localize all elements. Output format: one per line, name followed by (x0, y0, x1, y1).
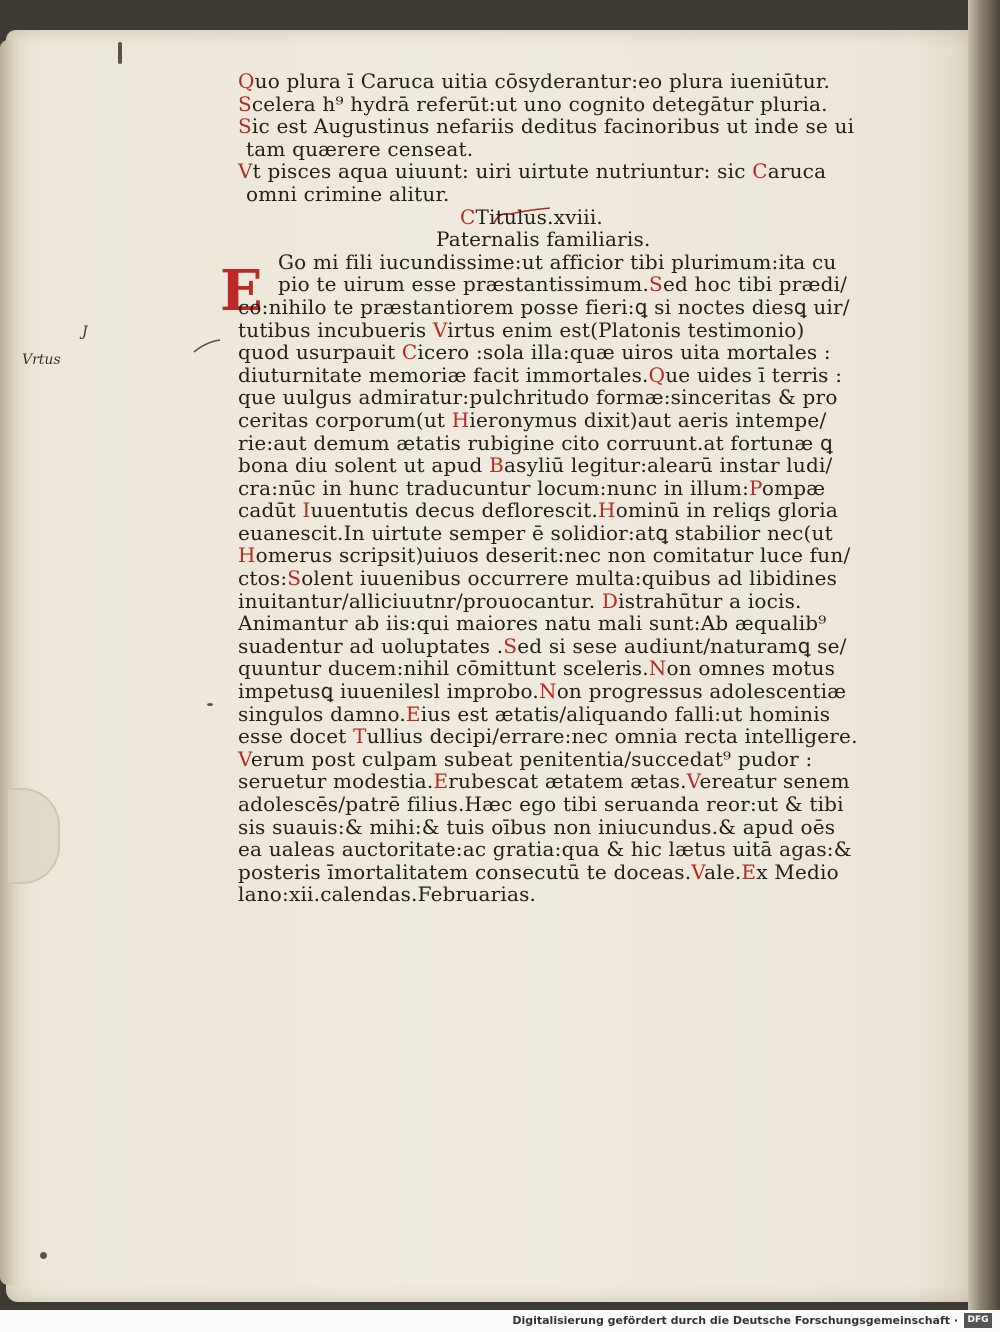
text-line (238, 612, 878, 635)
rubricated-letter: C (752, 159, 768, 184)
text-span: ale. (704, 859, 742, 884)
text-span: que uulgus admiratur:pulchritudo formæ:sinceritas & pro (238, 385, 838, 410)
title-mark: C (460, 204, 476, 229)
text-span: ed si sese audiunt/naturamꝗ se/ (517, 633, 847, 658)
rubricated-letter: E (405, 701, 421, 726)
rubricated-letter: V (238, 746, 251, 771)
lines-before-title (238, 70, 878, 206)
text-span: on progressus adolescentiæ (556, 679, 847, 704)
rubricated-letter: V (432, 317, 448, 342)
rubricated-letter: E (741, 859, 757, 884)
text-span: pio te uirum esse præstantissimum. (278, 272, 650, 297)
text-line (238, 770, 878, 793)
rubricated-letter: H (238, 543, 256, 568)
margin-note: J (82, 324, 88, 340)
text-span: ius est ætatis/aliquando falli:ut hominis (420, 701, 831, 726)
text-span: icero :sola illa:quæ uiros uita mortales : (417, 340, 831, 365)
text-span: aruca (767, 159, 827, 184)
text-line (238, 296, 878, 319)
text-span: ea ualeas auctoritate:ac gratia:qua & hic lætus uitā agas:& (238, 837, 852, 862)
stain-dot (207, 703, 213, 706)
text-span: sis suauis:& mihi:& tuis oībus non iniucundus.& apud oēs (238, 814, 836, 839)
text-span: ominū in reliqs gloria (615, 498, 838, 523)
text-span: ullius decipi/errare:nec omnia recta intelligere. (366, 724, 858, 749)
rubricated-letter: V (686, 769, 700, 794)
text-line (238, 499, 878, 522)
text-span: erum post culpam subeat penitentia/succedat⁹ pudor : (250, 746, 813, 771)
red-initial-letter: E (220, 258, 263, 324)
stain-dot (118, 42, 122, 64)
binding-edge-right (968, 0, 1000, 1310)
page-edge-left (0, 40, 22, 1285)
text-line (238, 793, 878, 816)
text-line (238, 883, 878, 906)
text-line (238, 477, 878, 500)
text-span: ed hoc tibi prædi/ (662, 272, 848, 297)
rubricated-letter: N (648, 656, 667, 681)
text-span: euanescit.In uirtute semper ē solidior:atꝗ stabilior nec(ut (238, 520, 833, 545)
text-span: posteris īmortalitatem consecutū te doceas. (238, 859, 692, 884)
text-span: ieronymus dixit)aut aeris intempe/ (469, 407, 827, 432)
text-line (238, 522, 878, 545)
text-line (238, 657, 878, 680)
text-line (238, 635, 878, 658)
text-span: rubescat ætatem ætas. (448, 769, 687, 794)
text-span: tutibus incubueris (238, 317, 433, 342)
text-line (238, 364, 878, 387)
text-line (238, 838, 878, 861)
text-span: bona diu solent ut apud (238, 453, 490, 478)
text-span: tam quærere censeat. (246, 136, 474, 161)
body-text (238, 251, 878, 906)
margin-stroke-mark (192, 336, 222, 356)
text-span: uo plura ī Caruca uitia cōsyderantur:eo plura iueniūtur. (254, 69, 830, 93)
rubricated-letter: N (538, 679, 557, 704)
text-span: ompæ (761, 475, 826, 500)
chapter-subtitle: Paternalis familiaris. (436, 227, 651, 252)
text-span: diuturnitate memoriæ facit immortales. (238, 362, 649, 387)
rubricated-letter: T (353, 724, 367, 749)
text-line (238, 386, 878, 409)
text-span: seruetur modestia. (238, 769, 434, 794)
text-span: t pisces aqua uiuunt: uiri uirtute nutriuntur: sic (252, 159, 753, 184)
text-line (238, 251, 878, 274)
text-line (238, 861, 878, 884)
text-span: omni crimine alitur. (246, 181, 450, 206)
text-span: Go mi fili iucundissime:ut afficior tibi plurimum:ita cu (278, 249, 837, 274)
text-span: esse docet (238, 724, 354, 749)
rubricated-letter: S (287, 566, 302, 591)
text-line (238, 748, 878, 771)
text-span: omerus scripsit)uiuos deserit:nec non comitatur luce fun/ (255, 543, 851, 568)
text-line (238, 590, 878, 613)
text-span: suadentur ad uoluptates . (238, 633, 504, 658)
text-line (238, 703, 878, 726)
rubricated-letter: S (649, 272, 663, 297)
text-span: Animantur ab iis:qui maiores natu mali sunt:Ab æqualib⁹ (238, 611, 827, 636)
text-span: olent iuuenibus occurrere multa:quibus ad libidines (301, 566, 838, 591)
rubricated-letter: B (489, 453, 505, 478)
text-line (238, 115, 878, 138)
stain-dot (40, 1252, 47, 1259)
text-line (238, 816, 878, 839)
text-span: on omnes motus (666, 656, 836, 681)
text-span: ctos: (238, 566, 288, 591)
text-line (238, 680, 878, 703)
text-span: uuentutis decus deflorescit. (310, 498, 599, 523)
rubricated-letter: D (601, 588, 619, 613)
text-span: cra:nūc in hunc traducuntur locum:nunc in illum: (238, 475, 750, 500)
text-line (238, 725, 878, 748)
text-span: rie:aut demum ætatis rubigine cito corruunt.at fortunæ ꝗ (238, 430, 833, 455)
text-line (238, 70, 878, 93)
text-line (238, 567, 878, 590)
rubricated-letter: S (238, 114, 252, 139)
text-line (238, 273, 878, 296)
text-span: lano:xii.calendas.Februarias. (238, 882, 537, 907)
dfg-logo: DFG (964, 1313, 992, 1328)
rubricated-letter: H (451, 407, 470, 432)
text-line (238, 160, 878, 183)
text-line (238, 454, 878, 477)
rubricated-letter: Q (238, 69, 255, 93)
text-span: adolescēs/patrē filius.Hæc ego tibi seruanda reor:ut & tibi (238, 792, 844, 816)
text-span: istrahūtur a iocis. (618, 588, 802, 613)
rubricated-letter: C (401, 340, 418, 365)
rubricated-letter: P (749, 475, 762, 500)
footer-credit: Digitalisierung gefördert durch die Deutsche Forschungsgemeinschaft · (512, 1314, 958, 1327)
text-line (238, 409, 878, 432)
text-span: ereatur senem (699, 769, 850, 794)
text-line (238, 183, 878, 206)
text-block (238, 70, 878, 906)
text-span: impetusꝗ iuuenilesl improbo. (238, 679, 539, 704)
text-span: quuntur ducem:nihil cōmittunt sceleris. (238, 656, 649, 681)
text-line (238, 432, 878, 455)
text-span: co:nihilo te præstantiorem posse fieri:ꝗ si noctes diesꝗ uir/ (238, 294, 850, 319)
text-span: ic est Augustinus nefariis deditus facinoribus ut inde se ui (251, 114, 855, 139)
footer-bar (0, 1310, 1000, 1332)
text-span: singulos damno. (238, 701, 406, 726)
text-line (238, 341, 878, 364)
text-line (238, 319, 878, 342)
text-span: inuitantur/alliciuutnr/prouocantur. (238, 588, 602, 613)
rubricated-letter: I (302, 498, 311, 523)
rubricated-letter: S (503, 633, 518, 658)
chapter-title-text: Titulus.xviii. (475, 204, 603, 229)
rubricated-letter: H (598, 498, 616, 523)
text-span: cadūt (238, 498, 303, 523)
margin-note: Vrtus (22, 352, 61, 368)
text-span: x Medio (756, 859, 839, 884)
text-span: ceritas corporum(ut (238, 407, 452, 432)
text-span: asyliū legitur:alearū instar ludi/ (504, 453, 833, 478)
text-span: ue uides ī terris : (665, 362, 843, 387)
text-line (238, 138, 878, 161)
rubricated-letter: Q (648, 362, 666, 387)
text-span: irtus enim est(Platonis testimonio) (447, 317, 805, 342)
rubricated-letter: E (433, 769, 449, 794)
rubricated-letter: V (238, 159, 253, 184)
rubricated-letter: S (238, 91, 252, 116)
text-line (238, 93, 878, 116)
text-span: quod usurpauit (238, 340, 402, 365)
chapter-title (238, 206, 878, 229)
text-span: celera h⁹ hydrā referūt:ut uno cognito detegātur pluria. (251, 91, 828, 116)
text-line (238, 544, 878, 567)
rubricated-letter: V (691, 859, 705, 884)
